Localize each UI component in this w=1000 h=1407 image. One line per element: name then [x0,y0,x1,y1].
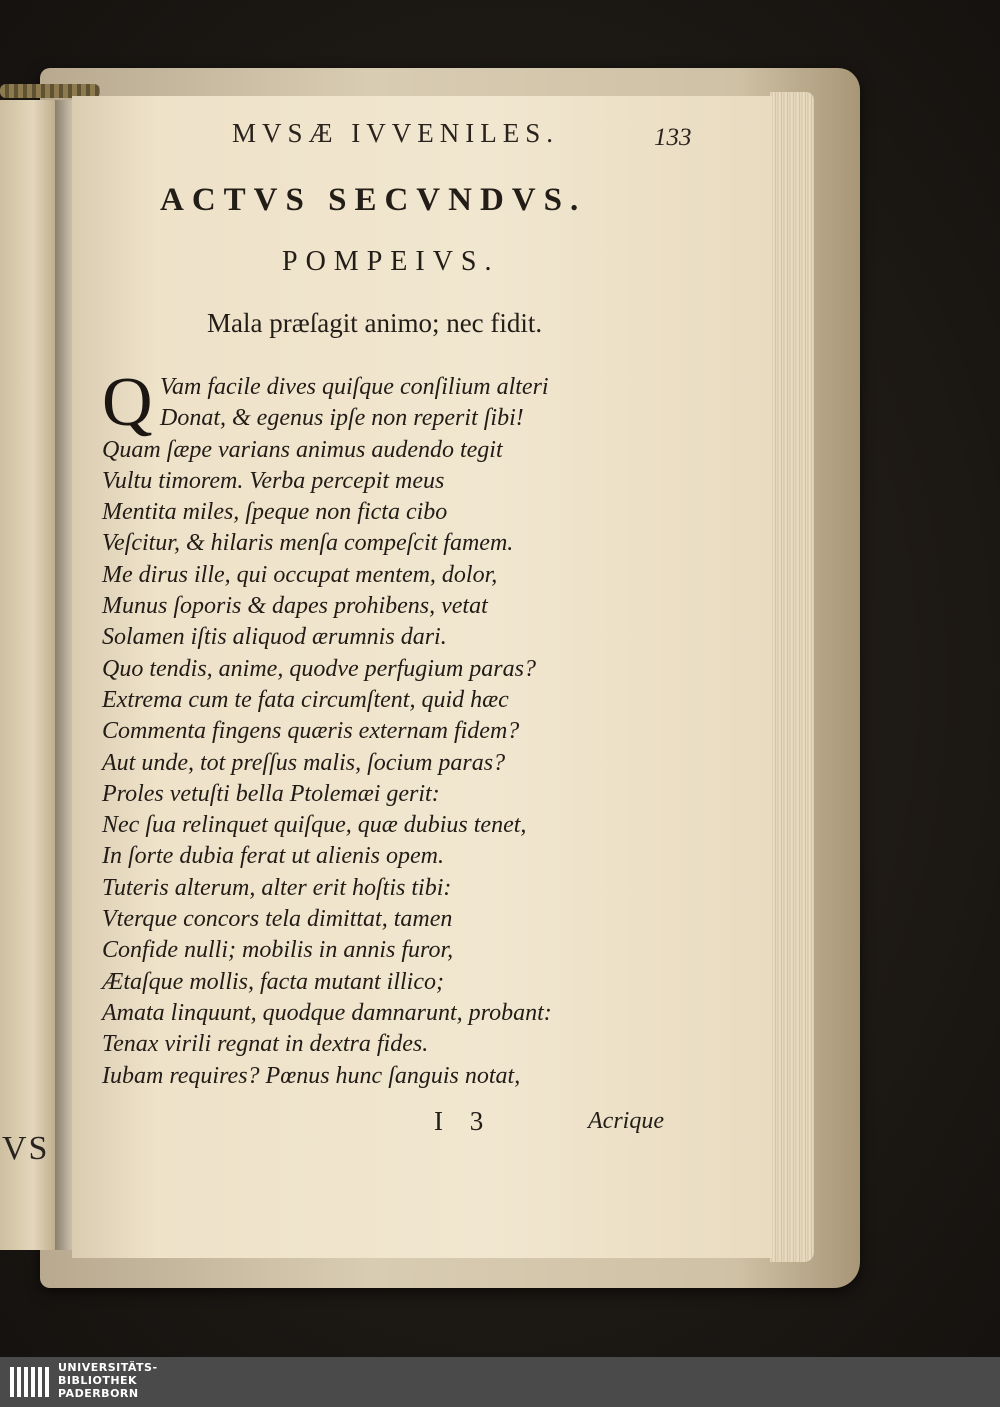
library-name-line: PADERBORN [58,1387,139,1400]
verse-line: Vultu timorem. Verba percepit meus [102,467,445,494]
verse-line: Proles vetuſti bella Ptolemæi gerit: [102,780,440,807]
catchword: Acrique [588,1108,664,1134]
left-page-fragment: VS [2,1130,50,1167]
verse-line: Commenta fingens quæris externam fidem? [102,718,520,745]
verse-line: Iubam requires? Pœnus hunc ſanguis notat, [102,1062,521,1089]
scene-argument: Mala præſagit animo; nec fidit. [207,308,543,338]
drop-cap: Q [102,364,153,441]
verse-line: Tenax virili regnat in dextra fides. [102,1031,429,1058]
page-edges [770,92,814,1262]
verse-line: Quam ſæpe varians animus audendo tegit [102,436,503,463]
running-head: MVSÆ IVVENILES. [232,118,560,148]
verse-line: Vterque concors tela dimittat, tamen [102,906,453,933]
signature-mark: I 3 [434,1106,494,1136]
verse-line: Amata linquunt, quodque damnarunt, probant: [102,999,552,1026]
page-number: 133 [654,124,692,151]
verse-line: Extrema cum te fata circumſtent, quid hæc [102,686,509,713]
verse-line: Solamen iſtis aliquod ærumnis dari. [102,624,447,651]
library-name-line: BIBLIOTHEK [58,1374,138,1387]
verse-line: Me dirus ille, qui occupat mentem, dolor, [102,561,498,588]
verse-line: Tuteris alterum, alter erit hoſtis tibi: [102,874,452,901]
verse-line: Quo tendis, anime, quodve perfugium paras? [102,655,536,682]
verse-line: Veſcitur, & hilaris menſa compeſcit famem. [102,530,514,557]
verse-line: Munus ſoporis & dapes prohibens, vetat [102,593,488,620]
verse-line-text: Vam facile dives quiſque conſilium alteri [160,374,549,400]
act-title: ACTVS SECVNDVS. [160,182,587,218]
verse-line: In ſorte dubia ferat ut alienis opem. [102,843,444,870]
verse-block [102,364,732,1092]
verse-line: Mentita miles, ſpeque non ficta cibo [102,499,448,526]
verse-line: Donat, & egenus ipſe non reperit ſibi! [160,405,524,432]
verse-line: Confide nulli; mobilis in annis furor, [102,937,454,964]
right-page [72,96,772,1258]
verse-line: Nec ſua relinquet quiſque, quæ dubius tenet, [102,812,527,839]
verse-line: Ætaſque mollis, facta mutant illico; [102,968,444,995]
library-logo-icon [8,1363,52,1401]
library-footer [0,1357,1000,1407]
library-name-line: UNIVERSITÄTS- [58,1361,158,1374]
library-name [58,1361,158,1400]
verse-line: Aut unde, tot preſſus malis, ſocium paras? [102,749,506,776]
speaker-heading: POMPEIVS. [282,246,500,277]
left-page [0,100,60,1250]
